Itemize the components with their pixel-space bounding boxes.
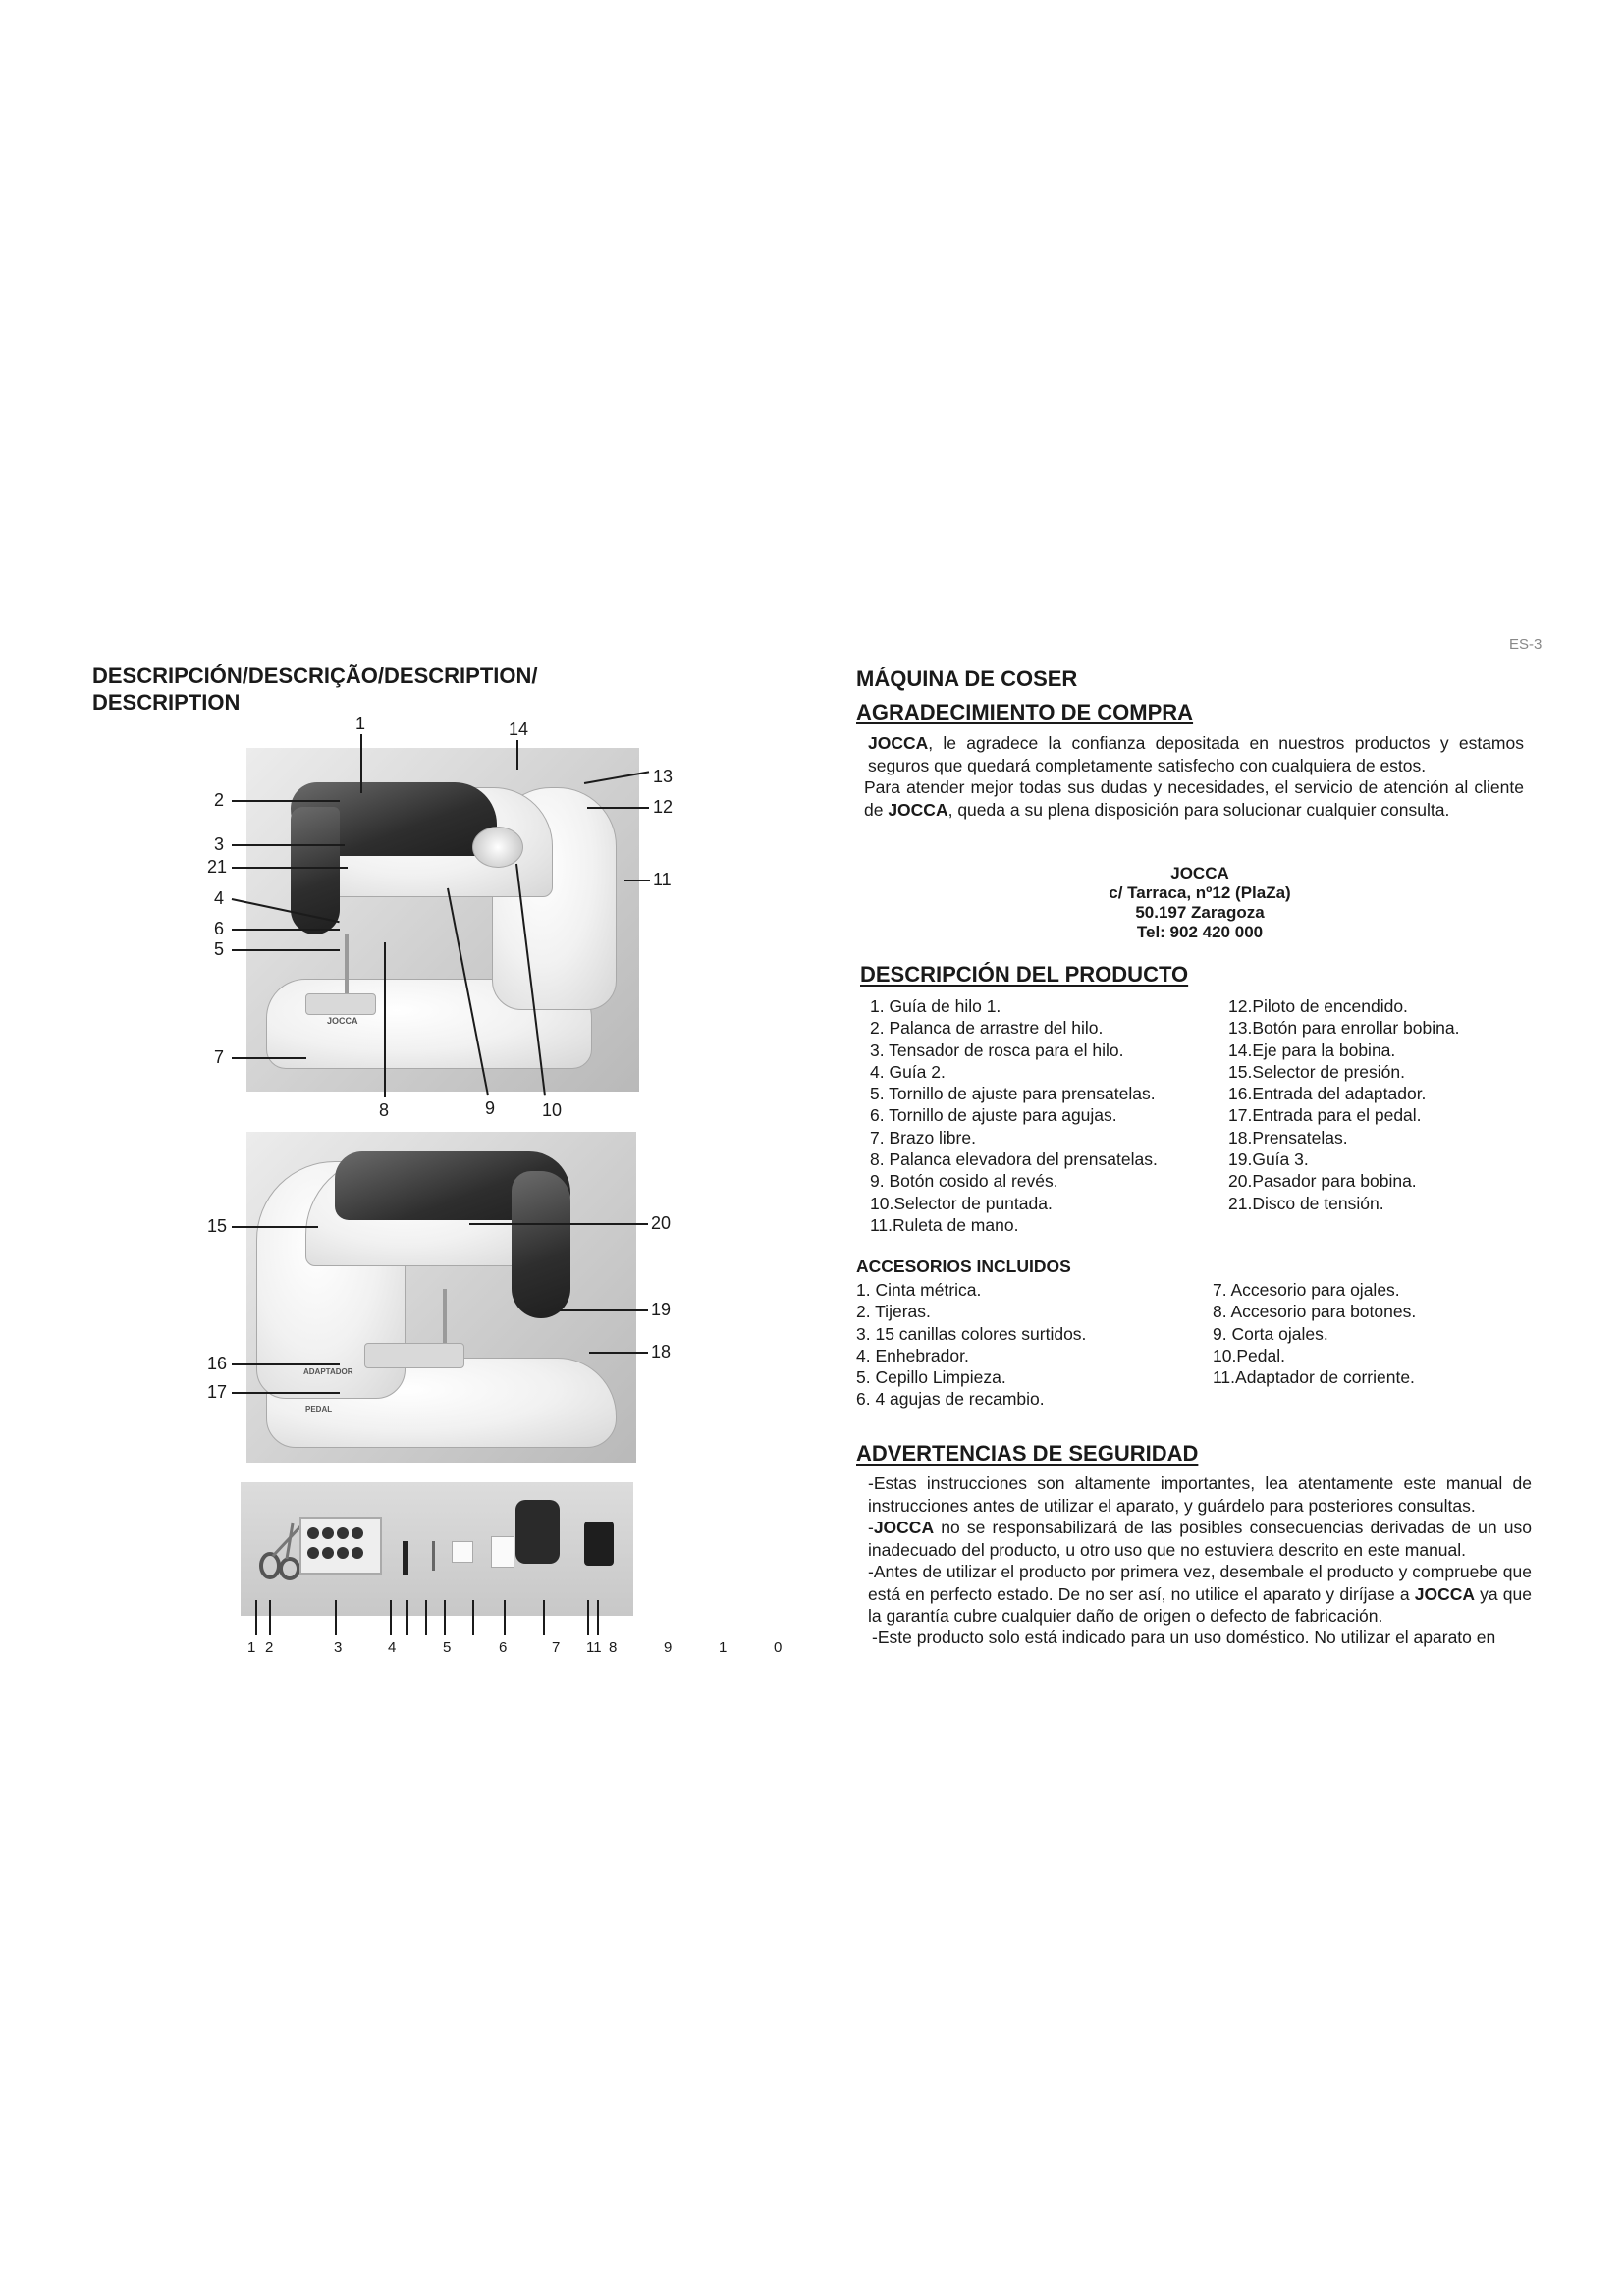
callout-12: 12 [653,797,674,817]
callout-21: 21 [207,857,228,877]
brush-icon [432,1541,435,1571]
product-part-item: 11.Ruleta de mano. [870,1214,1019,1235]
product-part-item: 16.Entrada del adaptador. [1228,1084,1427,1104]
accessories-list-2 [1213,1279,1416,1388]
product-part-item: 15.Selector de presión. [1228,1061,1405,1082]
brand-name: JOCCA [1414,1583,1476,1604]
product-part-item: 10.Selector de puntada. [870,1193,1053,1213]
contact-name: JOCCA [1170,864,1229,882]
product-part-item: 7. Brazo libre. [870,1127,976,1148]
thanks-paragraph-1: JOCCA, le agradece la confianza depositada en nuestros productos y estamos seguros que quedará completamente satisfecho con cualquiera de estos. [868,733,1524,775]
contact-phone: Tel: 902 420 000 [1136,923,1264,941]
product-part-item: 4. Guía 2. [870,1061,946,1082]
safety-heading: ADVERTENCIAS DE SEGURIDAD [856,1441,1199,1466]
acc-callout-10b: 0 [774,1639,783,1656]
product-part-item: 21.Disco de tensión. [1228,1193,1384,1213]
brand-name: JOCCA [868,733,929,753]
accessory-item: 6. 4 agujas de recambio. [856,1389,1045,1410]
product-description-heading: DESCRIPCIÓN DEL PRODUCTO [860,962,1189,987]
accessory-item: 2. Tijeras. [856,1302,931,1322]
buttonhole-foot-icon [491,1536,514,1568]
page-number: ES-3 [1509,636,1543,653]
callout-15: 15 [207,1216,228,1236]
accessory-item: 10.Pedal. [1213,1345,1285,1365]
callout-2: 2 [214,790,225,810]
callout-10: 10 [542,1100,563,1120]
brand-logo: JOCCA [327,1016,358,1026]
safety-paragraph-1: -Estas instrucciones son altamente importantes, lea atentamente este manual de instrucciones antes de utilizar el aparato, y guárdelo para posteriores consultas. [868,1473,1532,1516]
callout-5: 5 [214,939,225,959]
acc-callout-6: 6 [499,1639,508,1656]
description-title: DESCRIPCIÓN/DESCRIÇÃO/DESCRIPTION/ DESCRIPTION [92,664,538,715]
callout-9: 9 [485,1098,496,1118]
accessory-item: 7. Accesorio para ojales. [1213,1280,1400,1300]
brand-name: JOCCA [873,1518,935,1537]
safety-paragraph-2: -JOCCA no se responsabilizará de las posibles consecuencias derivadas de un uso inadecuado del producto, u otro uso que no estuviera descrito en este manual. [868,1518,1532,1560]
callout-17: 17 [207,1382,228,1402]
callout-3: 3 [214,834,225,854]
accessory-item: 5. Cepillo Limpieza. [856,1367,1006,1388]
product-part-item: 20.Pasador para bobina. [1228,1171,1417,1192]
product-part-item: 3. Tensador de rosca para el hilo. [870,1040,1124,1060]
safety-paragraph-3: -Antes de utilizar el producto por primera vez, desembale el producto y compruebe que está en perfecto estado. De no ser así, no utilice el aparato y diríjase a JOCCA ya que la garantía cubre cualquier daño de origen o defecto de fabricación. [868,1562,1532,1626]
needles-icon [452,1541,473,1563]
callout-14: 14 [509,720,529,739]
acc-callout-4: 4 [388,1639,397,1656]
contact-address: c/ Tarraca, nº12 (PlaZa) [1109,883,1291,902]
product-part-item: 5. Tornillo de ajuste para prensatelas. [870,1084,1156,1104]
callout-11: 11 [653,870,672,889]
safety-paragraph-4: -Este producto solo está indicado para un uso doméstico. No utilizar el aparato en [872,1628,1496,1647]
product-part-item: 14.Eje para la bobina. [1228,1040,1396,1060]
callout-4: 4 [214,888,225,908]
acc-callout-5: 5 [443,1639,452,1656]
accessories-heading: ACCESORIOS INCLUIDOS [856,1256,1071,1276]
acc-callout-1: 1 [247,1639,256,1656]
acc-callout-2: 2 [265,1639,274,1656]
thanks-heading: AGRADECIMIENTO DE COMPRA [856,700,1194,724]
pedal-label: PEDAL [305,1405,333,1414]
acc-callout-9: 9 [664,1639,673,1656]
accessory-item: 9. Corta ojales. [1213,1323,1328,1344]
product-title: MÁQUINA DE COSER [856,667,1078,691]
contact-block [856,864,1543,942]
brand-name: JOCCA [888,799,948,820]
power-adapter-icon [584,1522,614,1566]
callout-18: 18 [651,1342,672,1362]
product-part-item: 6. Tornillo de ajuste para agujas. [870,1105,1117,1126]
accessory-item: 11.Adaptador de corriente. [1213,1367,1415,1388]
product-part-item: 12.Piloto de encendido. [1228,996,1408,1016]
product-parts-list-2 [1228,995,1459,1214]
product-part-item: 1. Guía de hilo 1. [870,996,1001,1016]
accessories-photo [241,1482,633,1616]
contact-city: 50.197 Zaragoza [1135,903,1265,922]
product-part-item: 8. Palanca elevadora del prensatelas. [870,1149,1158,1170]
callout-1: 1 [355,714,366,733]
callout-7: 7 [214,1047,225,1067]
accessory-item: 4. Enhebrador. [856,1345,969,1365]
pedal-icon [515,1500,560,1564]
callout-16: 16 [207,1354,228,1373]
accessory-item: 8. Accesorio para botones. [1213,1302,1417,1322]
acc-callout-10a: 1 [719,1639,728,1656]
product-part-item: 17.Entrada para el pedal. [1228,1105,1422,1126]
thanks-paragraph-2: Para atender mejor todas sus dudas y necesidades, el servicio de atención al cliente de JOCCA, queda a su plena disposición para solucionar cualquier consulta. [864,777,1524,820]
callout-8: 8 [379,1100,390,1120]
accessory-item: 3. 15 canillas colores surtidos. [856,1323,1087,1344]
bobbin-box-icon [299,1517,382,1575]
product-parts-list-1 [870,995,1158,1236]
accessory-item: 1. Cinta métrica. [856,1280,982,1300]
product-part-item: 13.Botón para enrollar bobina. [1228,1018,1460,1039]
acc-callout-11: 11 [586,1639,602,1656]
callout-6: 6 [214,919,225,938]
threader-icon [403,1541,408,1575]
product-part-item: 18.Prensatelas. [1228,1127,1348,1148]
acc-callout-8: 8 [609,1639,618,1656]
sewing-machine-back-photo [246,1132,636,1463]
adapter-label: ADAPTADOR [303,1367,353,1376]
callout-13: 13 [653,767,674,786]
product-part-item: 2. Palanca de arrastre del hilo. [870,1018,1104,1039]
accessories-list-1 [856,1279,1086,1411]
acc-callout-3: 3 [334,1639,343,1656]
acc-callout-7: 7 [552,1639,561,1656]
callout-19: 19 [651,1300,672,1319]
callout-20: 20 [651,1213,672,1233]
product-part-item: 19.Guía 3. [1228,1149,1309,1170]
product-part-item: 9. Botón cosido al revés. [870,1171,1058,1192]
